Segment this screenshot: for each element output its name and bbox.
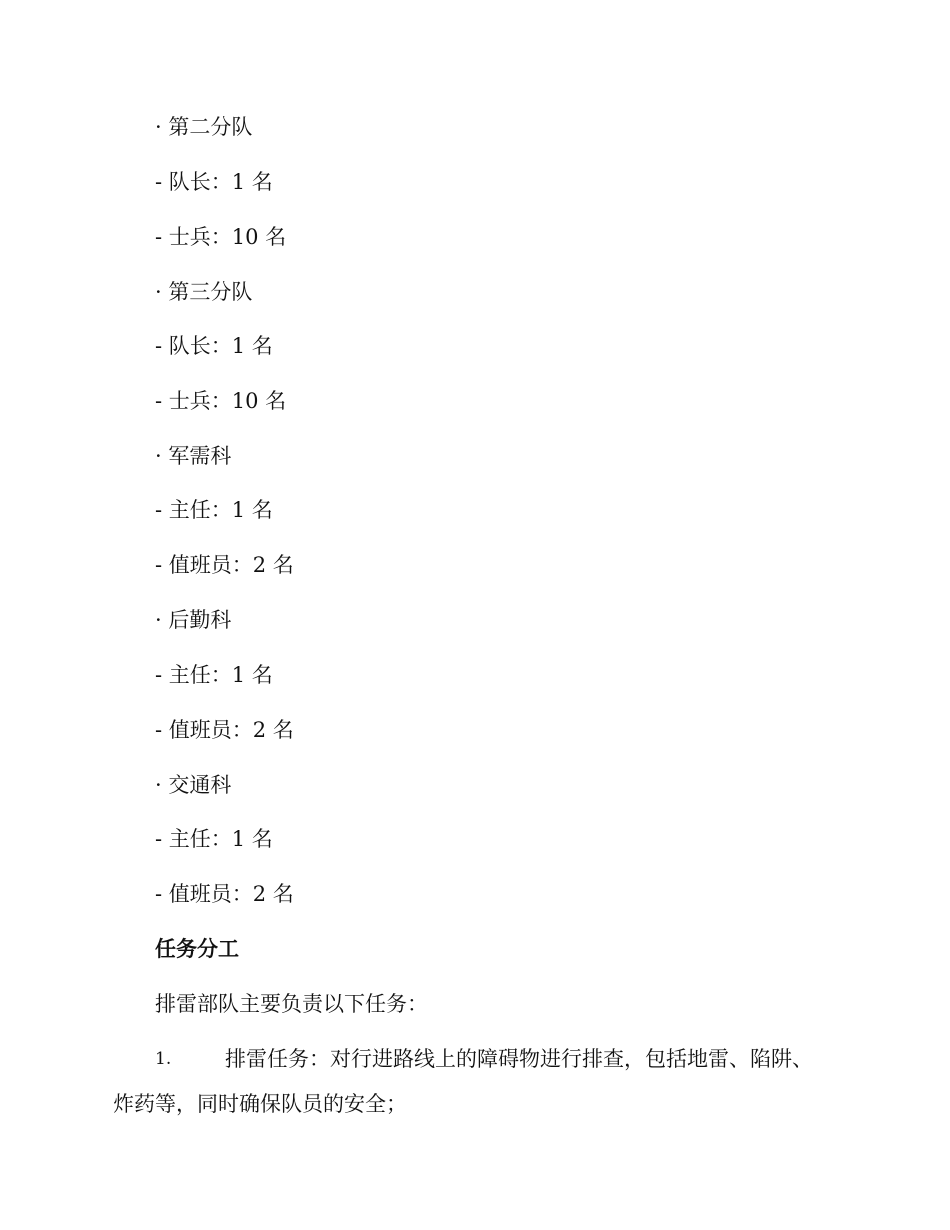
- section-heading: 任务分工: [155, 937, 239, 961]
- list-item-text: 排雷任务：对行进路线上的障碍物进行排查，包括地雷、陷阱、: [225, 1047, 813, 1071]
- intro-paragraph: 排雷部队主要负责以下任务：: [155, 992, 428, 1016]
- org-unit-logistics: · 后勤科: [155, 608, 232, 632]
- list-item-text-continued: 炸药等，同时确保队员的安全；: [113, 1092, 407, 1116]
- org-detail-line: - 值班员：2 名: [155, 882, 294, 906]
- org-detail-line: - 主任：1 名: [155, 827, 273, 851]
- org-detail-line: - 值班员：2 名: [155, 553, 294, 577]
- org-unit-quartermaster: · 军需科: [155, 444, 232, 468]
- org-detail-line: - 主任：1 名: [155, 498, 273, 522]
- org-unit-third-squad: · 第三分队: [155, 280, 253, 304]
- org-detail-line: - 士兵：10 名: [155, 225, 287, 249]
- org-detail-line: - 主任：1 名: [155, 663, 273, 687]
- org-unit-second-squad: · 第二分队: [155, 115, 253, 139]
- list-item-number: 1.: [155, 1049, 172, 1069]
- org-unit-transport: · 交通科: [155, 773, 232, 797]
- org-detail-line: - 士兵：10 名: [155, 389, 287, 413]
- org-detail-line: - 队长：1 名: [155, 170, 273, 194]
- org-detail-line: - 值班员：2 名: [155, 718, 294, 742]
- org-detail-line: - 队长：1 名: [155, 334, 273, 358]
